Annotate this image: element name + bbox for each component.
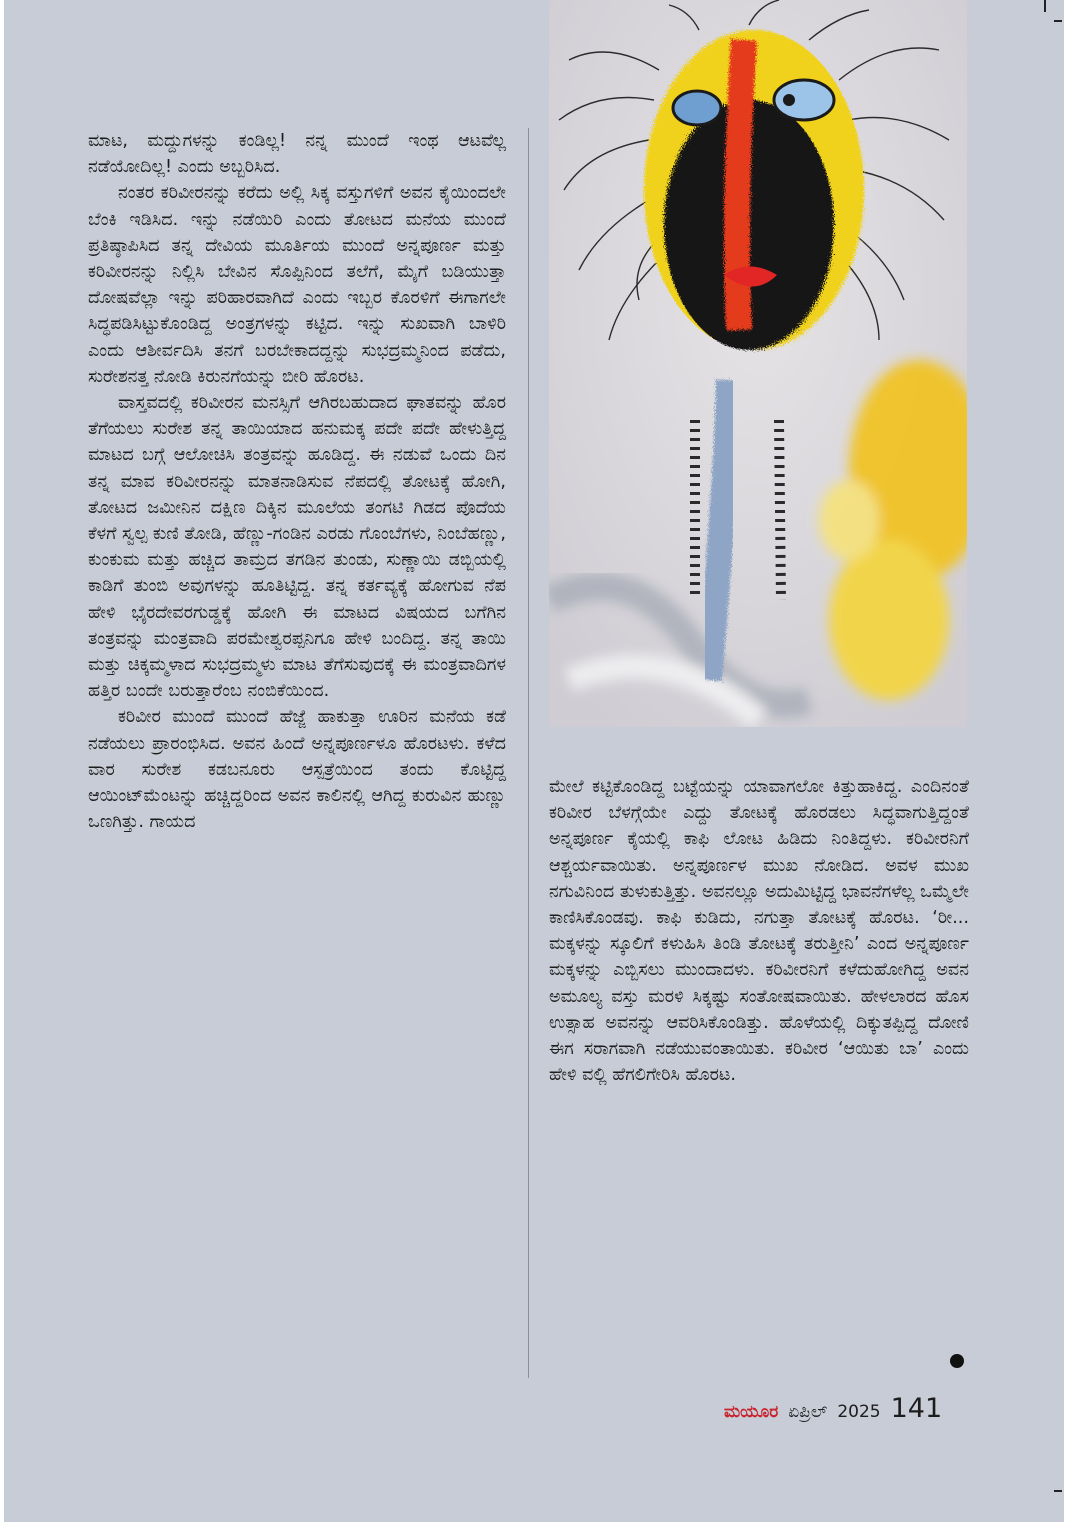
paragraph: ನಂತರ ಕರಿವೀರನನ್ನು ಕರೆದು ಅಲ್ಲಿ ಸಿಕ್ಕ ವಸ್ತುಗಳಿಗೆ ಅವನ ಕೈಯಿಂದಲೇ ಬೆಂಕಿ ಇಡಿಸಿದ. ಇನ್ನು ನಡೆಯಿರಿ ಎಂದು ತೋಟದ ಮನೆಯ ಮುಂದೆ ಪ್ರತಿಷ್ಠಾಪಿಸಿದ ತನ್ನ ದೇವಿಯ ಮೂರ್ತಿಯ ಮುಂದೆ ಅನ್ನಪೂರ್ಣ ಮತ್ತು ಕರಿವೀರನನ್ನು ನಿಲ್ಲಿಸಿ ಬೇವಿನ ಸೊಪ್ಪಿನಿಂದ ತಲೆಗೆ, ಮೈಗೆ ಬಡಿಯುತ್ತಾ ದೋಷವೆಲ್ಲಾ ಇನ್ನು ಪರಿಹಾರವಾಗಿದೆ ಎಂದು ಇಬ್ಬರ ಕೊರಳಿಗೆ ಈಗಾಗಲೇ ಸಿದ್ಧಪಡಿಸಿಟ್ಟುಕೊಂಡಿದ್ದ ಅಂತ್ರಗಳನ್ನು ಕಟ್ಟಿದ. ಇನ್ನು ಸುಖವಾಗಿ ಬಾಳಿರಿ ಎಂದು ಆಶೀರ್ವದಿಸಿ ತನಗೆ ಬರಬೇಕಾದದ್ದನ್ನು ಸುಭದ್ರಮ್ಮನಿಂದ ಪಡೆದು, ಸುರೇಶನತ್ತ ನೋಡಿ ಕಿರುನಗೆಯನ್ನು ಬೀರಿ ಹೊರಟ. [88, 183, 506, 387]
crop-mark-top [1044, 0, 1046, 12]
crop-mark-right [1054, 20, 1062, 22]
issue-month: ಏಪ್ರಿಲ್ [788, 1402, 828, 1422]
paragraph: ಕರಿವೀರ ಮುಂದೆ ಮುಂದೆ ಹೆಜ್ಜೆ ಹಾಕುತ್ತಾ ಊರಿನ ಮನೆಯ ಕಡೆ ನಡೆಯಲು ಪ್ರಾರಂಭಿಸಿದ. ಅವನ ಹಿಂದೆ ಅನ್ನಪೂರ್ಣಳೂ ಹೊರಟಳು. ಕಳೆದ ವಾರ ಸುರೇಶ ಕಡಬನೂರು ಆಸ್ಪತ್ರೆಯಿಂದ ತಂದು ಕೊಟ್ಟಿದ್ದ ಆಯಿಂಟ್‌ಮೆಂಟನ್ನು ಹಚ್ಚಿದ್ದರಿಂದ ಅವನ ಕಾಲಿನಲ್ಲಿ ಆಗಿದ್ದ ಕುರುವಿನ ಹುಣ್ಣು ಒಣಗಿತ್ತು. ಗಾಯದ [88, 707, 506, 833]
illustration-painted-face [549, 0, 967, 727]
article-column-left [88, 128, 506, 835]
crop-mark-bottom-right [1054, 1490, 1062, 1492]
article-column-right [549, 774, 969, 1088]
magazine-page [4, 0, 1064, 1522]
paragraph: ಮೇಲೆ ಕಟ್ಟಿಕೊಂಡಿದ್ದ ಬಟ್ಟೆಯನ್ನು ಯಾವಾಗಲೋ ಕಿತ್ತುಹಾಕಿದ್ದ. ಎಂದಿನಂತೆ ಕರಿವೀರ ಬೆಳಗ್ಗೆಯೇ ಎದ್ದು ತೋಟಕ್ಕೆ ಹೊರಡಲು ಸಿದ್ಧವಾಗುತ್ತಿದ್ದಂತೆ ಅನ್ನಪೂರ್ಣ ಕೈಯಲ್ಲಿ ಕಾಫಿ ಲೋಟ ಹಿಡಿದು ನಿಂತಿದ್ದಳು. ಕರಿವೀರನಿಗೆ ಆಶ್ಚರ್ಯವಾಯಿತು. ಅನ್ನಪೂರ್ಣಳ ಮುಖ ನೋಡಿದ. ಅವಳ ಮುಖ ನಗುವಿನಿಂದ ತುಳುಕುತ್ತಿತ್ತು. ಅವನಲ್ಲೂ ಅದುಮಿಟ್ಟಿದ್ದ ಭಾವನೆಗಳೆಲ್ಲ ಒಮ್ಮೆಲೇ ಕಾಣಿಸಿಕೊಂಡವು. ಕಾಫಿ ಕುಡಿದು, ನಗುತ್ತಾ ತೋಟಕ್ಕೆ ಹೊರಟ. ‘ರೀ... ಮಕ್ಕಳನ್ನು ಸ್ಕೂಲಿಗೆ ಕಳುಹಿಸಿ ತಿಂಡಿ ತೋಟಕ್ಕೆ ತರುತ್ತೀನಿ’ ಎಂದ ಅನ್ನಪೂರ್ಣ ಮಕ್ಕಳನ್ನು ಎಬ್ಬಿಸಲು ಮುಂದಾದಳು. ಕರಿವೀರನಿಗೆ ಕಳೆದುಹೋಗಿದ್ದ ಅವನ ಅಮೂಲ್ಯ ವಸ್ತು ಮರಳಿ ಸಿಕ್ಕಷ್ಟು ಸಂತೋಷವಾಯಿತು. ಹೇಳಲಾರದ ಹೊಸ ಉತ್ಸಾಹ ಅವನನ್ನು ಆವರಿಸಿಕೊಂಡಿತ್ತು. ಹೊಳೆಯಲ್ಲಿ ದಿಕ್ಕುತಪ್ಪಿದ್ದ ದೋಣಿ ಈಗ ಸರಾಗವಾಗಿ ನಡೆಯುವಂತಾಯಿತು. ಕರಿವೀರ ‘ಆಯಿತು ಬಾ’ ಎಂದು ಹೇಳಿ ವಲ್ಲಿ ಹೆಗಲಿಗೇರಿಸಿ ಹೊರಟ. [549, 777, 969, 1086]
column-divider [528, 128, 529, 1378]
paragraph: ವಾಸ್ತವದಲ್ಲಿ ಕರಿವೀರನ ಮನಸ್ಸಿಗೆ ಆಗಿರಬಹುದಾದ ಘಾತವನ್ನು ಹೊರ ತೆಗೆಯಲು ಸುರೇಶ ತನ್ನ ತಾಯಿಯಾದ ಹನುಮಕ್ಕ ಪದೇ ಪದೇ ಹೇಳುತ್ತಿದ್ದ ಮಾಟದ ಬಗ್ಗೆ ಆಲೋಚಿಸಿ ತಂತ್ರವನ್ನು ಹೂಡಿದ್ದ. ಈ ನಡುವೆ ಒಂದು ದಿನ ತನ್ನ ಮಾವ ಕರಿವೀರನನ್ನು ಮಾತನಾಡಿಸುವ ನೆಪದಲ್ಲಿ ತೋಟಕ್ಕೆ ಹೋಗಿ, ತೋಟದ ಜಮೀನಿನ ದಕ್ಷಿಣ ದಿಕ್ಕಿನ ಮೂಲೆಯ ತಂಗಟಿ ಗಿಡದ ಪೊದೆಯ ಕೆಳಗೆ ಸ್ವಲ್ಪ ಕುಣಿ ತೋಡಿ, ಹೆಣ್ಣು-ಗಂಡಿನ ಎರಡು ಗೊಂಬೆಗಳು, ನಿಂಬೆಹಣ್ಣು, ಕುಂಕುಮ ಮತ್ತು ಹಚ್ಚಿದ ತಾಮ್ರದ ತಗಡಿನ ತುಂಡು, ಸುಣ್ಣಾಯಿ ಡಬ್ಬಿಯಲ್ಲಿ ಕಾಡಿಗೆ ತುಂಬಿ ಅವುಗಳನ್ನು ಹೂತಿಟ್ಟಿದ್ದ. ತನ್ನ ಕರ್ತವ್ಯಕ್ಕೆ ಹೋಗುವ ನೆಪ ಹೇಳಿ ಭೈರದೇವರಗುಡ್ಡಕ್ಕೆ ಹೋಗಿ ಈ ಮಾಟದ ವಿಷಯದ ಬಗೆಗಿನ ತಂತ್ರವನ್ನು ಮಂತ್ರವಾದಿ ಪರಮೇಶ್ವರಪ್ಪನಿಗೂ ಹೇಳಿ ಬಂದಿದ್ದ. ತನ್ನ ತಾಯಿ ಮತ್ತು ಚಿಕ್ಕಮ್ಮಳಾದ ಸುಭದ್ರಮ್ಮಳು ಮಾಟ ತೆಗೆಸುವುದಕ್ಕೆ ಈ ಮಂತ್ರವಾದಿಗಳ ಹತ್ತಿರ ಬಂದೇ ಬರುತ್ತಾರೆಂಬ ನಂಬಿಕೆಯಿಂದ. [88, 393, 506, 702]
story-end-dot [950, 1354, 964, 1368]
magazine-name: ಮಯೂರ [724, 1402, 779, 1422]
paragraph: ಮಾಟ, ಮದ್ದುಗಳನ್ನು ಕಂಡಿಲ್ಲ! ನನ್ನ ಮುಂದೆ ಇಂಥ ಆಟವೆಲ್ಲ ನಡೆಯೋದಿಲ್ಲ! ಎಂದು ಅಬ್ಬರಿಸಿದ. [88, 131, 506, 178]
page-footer [724, 1393, 942, 1427]
page-number: 141 [890, 1393, 943, 1424]
issue-year: 2025 [837, 1402, 881, 1422]
